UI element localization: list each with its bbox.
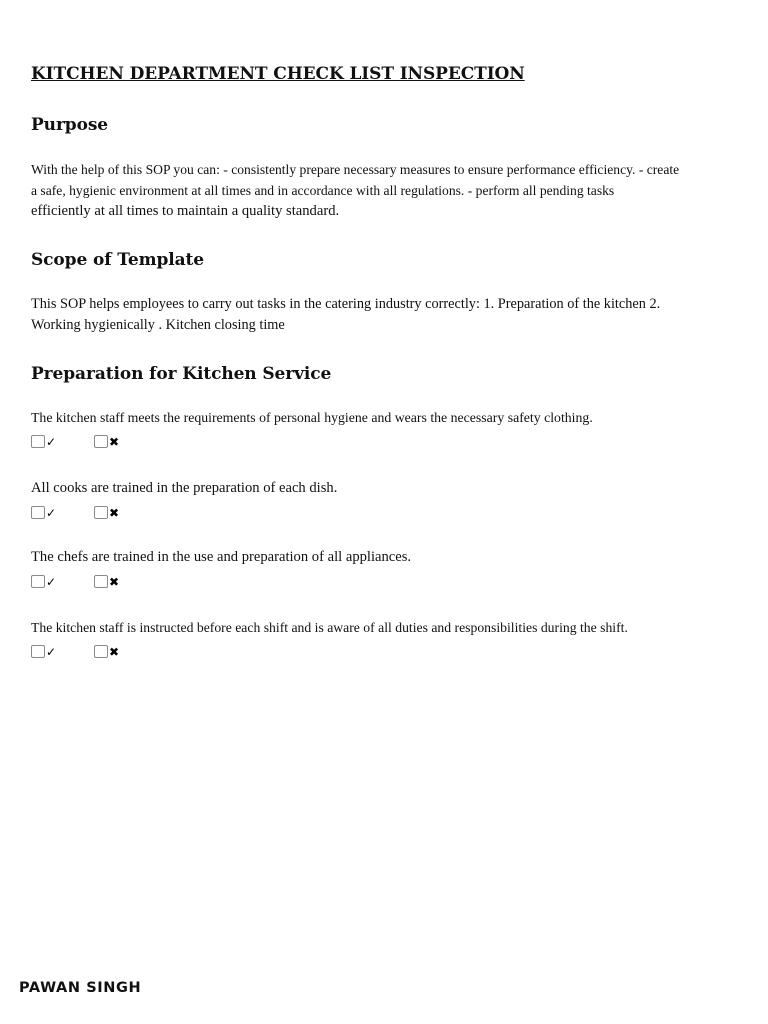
scope-text-line-1: This SOP helps employees to carry out tasks in the catering industry correctly: 1. Preparation of the kitchen 2. bbox=[31, 296, 661, 312]
checklist-item-text: The chefs are trained in the use and preparation of all appliances. bbox=[31, 549, 412, 565]
scope-text-line-2: Working hygienically . Kitchen closing time bbox=[31, 317, 285, 333]
checkbox-box[interactable] bbox=[94, 575, 108, 588]
yes-checkbox[interactable] bbox=[31, 435, 56, 448]
checkbox-box[interactable] bbox=[31, 506, 45, 519]
checkbox-box[interactable] bbox=[94, 645, 108, 658]
yes-checkbox[interactable] bbox=[31, 645, 56, 658]
no-checkbox[interactable] bbox=[94, 645, 119, 658]
cross-mark-icon: ✖ bbox=[109, 575, 120, 589]
no-checkbox[interactable] bbox=[94, 435, 119, 448]
cross-mark-icon: ✖ bbox=[109, 506, 120, 520]
check-mark-icon: ✓ bbox=[46, 435, 57, 449]
check-mark-icon: ✓ bbox=[46, 645, 57, 659]
no-checkbox[interactable] bbox=[94, 575, 119, 588]
yes-checkbox[interactable] bbox=[31, 575, 56, 588]
checklist-item-options bbox=[31, 645, 171, 665]
checklist-item-options bbox=[31, 575, 171, 595]
cross-mark-icon: ✖ bbox=[109, 435, 120, 449]
footer-author: PAWAN SINGH bbox=[19, 980, 142, 996]
checkbox-box[interactable] bbox=[94, 435, 108, 448]
section-heading-preparation: Preparation for Kitchen Service bbox=[31, 364, 332, 384]
check-mark-icon: ✓ bbox=[46, 506, 57, 520]
yes-checkbox[interactable] bbox=[31, 506, 56, 519]
purpose-text-line-1: With the help of this SOP you can: - consistently prepare necessary measures to ensure performance efficiency. - create bbox=[31, 162, 680, 177]
checkbox-box[interactable] bbox=[31, 645, 45, 658]
purpose-text-line-3: efficiently at all times to maintain a quality standard. bbox=[31, 203, 340, 219]
checklist-item-options bbox=[31, 435, 171, 455]
checkbox-box[interactable] bbox=[31, 435, 45, 448]
check-mark-icon: ✓ bbox=[46, 575, 57, 589]
document-title: KITCHEN DEPARTMENT CHECK LIST INSPECTION bbox=[31, 64, 525, 84]
checkbox-box[interactable] bbox=[31, 575, 45, 588]
checklist-item-text: The kitchen staff is instructed before each shift and is aware of all duties and responsibilities during the shift. bbox=[31, 620, 628, 635]
purpose-text-line-2: a safe, hygienic environment at all times and in accordance with all regulations. - perform all pending tasks bbox=[31, 183, 615, 198]
section-heading-scope: Scope of Template bbox=[31, 250, 204, 270]
no-checkbox[interactable] bbox=[94, 506, 119, 519]
checklist-item-options bbox=[31, 506, 171, 526]
section-heading-purpose: Purpose bbox=[31, 115, 109, 135]
checklist-item-text: The kitchen staff meets the requirements of personal hygiene and wears the necessary safety clothing. bbox=[31, 410, 593, 425]
checkbox-box[interactable] bbox=[94, 506, 108, 519]
checklist-item-text: All cooks are trained in the preparation of each dish. bbox=[31, 480, 338, 496]
cross-mark-icon: ✖ bbox=[109, 645, 120, 659]
